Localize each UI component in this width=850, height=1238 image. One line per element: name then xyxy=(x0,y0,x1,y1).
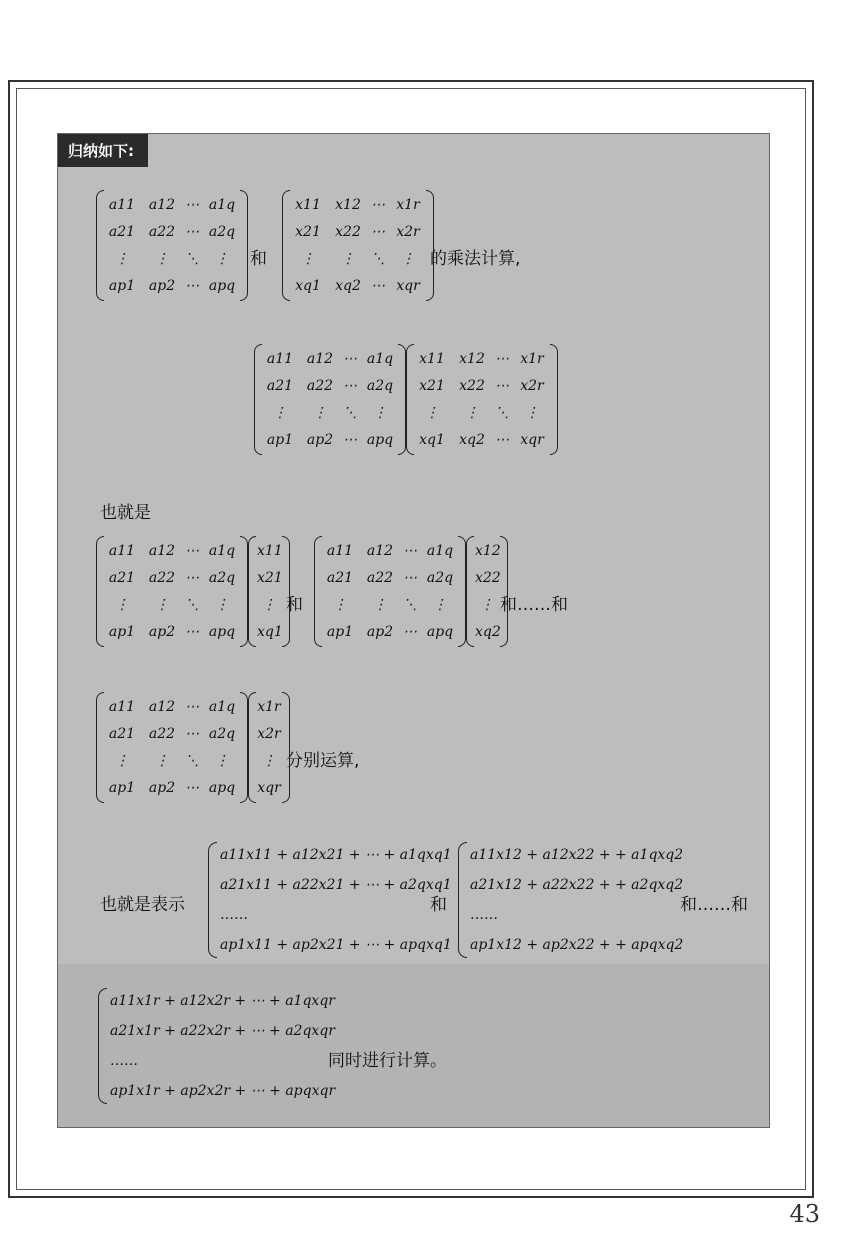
matrix-x-grid xyxy=(406,344,558,455)
equation-line: a21x11 + a22x21 + ⋯ + a2qxq1 xyxy=(220,877,452,893)
matrix-cell: ⋱ xyxy=(185,753,199,769)
matrix-cell: ⋯ xyxy=(495,378,509,394)
text-tongshi: 同时进行计算。 xyxy=(328,1051,447,1071)
equation-system-1 xyxy=(206,840,452,960)
matrix-cell: ⋮ xyxy=(155,753,169,769)
matrix-cell: ⋯ xyxy=(495,351,509,367)
matrix-cell: ⋯ xyxy=(185,570,199,586)
matrix-cell: a2q xyxy=(366,378,394,394)
matrix-cell: a12 xyxy=(148,699,176,715)
vector-cell: x22 xyxy=(475,570,501,586)
matrix-a-col2 xyxy=(314,536,508,647)
equation-line: a11x12 + a12x22 + + a1qxq2 xyxy=(470,847,684,863)
matrix-cell: x2r xyxy=(520,378,544,394)
matrix-cell: ⋮ xyxy=(155,597,169,613)
vector-cell: x21 xyxy=(257,570,283,586)
matrix-cell: x12 xyxy=(335,197,361,213)
matrix-cell: ⋯ xyxy=(343,432,357,448)
matrix-cell: a1q xyxy=(208,197,236,213)
vector-cell: x1r xyxy=(257,699,281,715)
matrix-cell: apq xyxy=(208,278,236,294)
matrix-cell: ⋯ xyxy=(403,543,417,559)
text-yejiushi: 也就是 xyxy=(100,503,151,523)
matrix-cell: ⋯ xyxy=(185,197,199,213)
vector-cell: ⋮ xyxy=(262,753,276,769)
matrix-cell: a11 xyxy=(326,543,354,559)
equation-line: …… xyxy=(470,907,498,923)
matrix-cell: ⋯ xyxy=(185,224,199,240)
matrix-cell: a12 xyxy=(306,351,334,367)
matrix-a-colr xyxy=(96,692,290,803)
matrix-cell: ⋮ xyxy=(433,597,447,613)
matrix-cell: ap2 xyxy=(306,432,334,448)
matrix-cell: a2q xyxy=(208,726,236,742)
matrix-cell: ⋱ xyxy=(185,251,199,267)
matrix-cell: apq xyxy=(366,432,394,448)
matrix-cell: ⋮ xyxy=(341,251,355,267)
matrix-cell: x11 xyxy=(419,351,445,367)
matrix-cell: ⋮ xyxy=(465,405,479,421)
matrix-cell: ⋮ xyxy=(401,251,415,267)
matrix-cell: ⋮ xyxy=(215,753,229,769)
matrix-cell: a1q xyxy=(366,351,394,367)
matrix-cell: ⋮ xyxy=(115,597,129,613)
matrix-cell: xq1 xyxy=(295,278,321,294)
matrix-cell: ⋮ xyxy=(115,251,129,267)
matrix-cell: ⋮ xyxy=(333,597,347,613)
matrix-cell: xqr xyxy=(520,432,544,448)
equation-line: a11x11 + a12x21 + ⋯ + a1qxq1 xyxy=(220,847,452,863)
vector-cell: ⋮ xyxy=(480,597,494,613)
equation-line: ap1x1r + ap2x2r + ⋯ + apqxqr xyxy=(110,1083,336,1099)
matrix-cell: a22 xyxy=(306,378,334,394)
text-he-2: 和 xyxy=(286,595,303,615)
vector-cell: xqr xyxy=(257,780,281,796)
matrix-cell: ⋮ xyxy=(155,251,169,267)
equation-line: a21x12 + a22x22 + + a2qxq2 xyxy=(470,877,684,893)
matrix-cell: ap2 xyxy=(148,780,176,796)
matrix-cell: apq xyxy=(208,624,236,640)
text-multiply-calc: 的乘法计算, xyxy=(430,249,521,269)
matrix-cell: a11 xyxy=(266,351,294,367)
matrix-cell: ⋮ xyxy=(301,251,315,267)
matrix-product xyxy=(254,344,558,455)
matrix-cell: x2r xyxy=(396,224,420,240)
matrix-cell: ⋮ xyxy=(273,405,287,421)
matrix-cell: ⋯ xyxy=(185,278,199,294)
matrix-cell: ap2 xyxy=(148,278,176,294)
matrix-cell: a11 xyxy=(108,699,136,715)
matrix-cell: xq1 xyxy=(419,432,445,448)
equation-system-r xyxy=(96,986,335,1106)
vector-cell: x12 xyxy=(475,543,501,559)
vector-cell: xq1 xyxy=(257,624,283,640)
column-vector-colr xyxy=(248,692,290,803)
equation-line: a11x1r + a12x2r + ⋯ + a1qxqr xyxy=(110,993,335,1009)
matrix-cell: xq2 xyxy=(459,432,485,448)
matrix-a-1 xyxy=(96,190,248,301)
matrix-cell: x1r xyxy=(396,197,420,213)
matrix-cell: ⋱ xyxy=(343,405,357,421)
matrix-cell: ⋱ xyxy=(185,597,199,613)
matrix-cell: ⋯ xyxy=(185,780,199,796)
matrix-cell: a22 xyxy=(366,570,394,586)
matrix-cell: ⋯ xyxy=(185,726,199,742)
matrix-cell: ⋯ xyxy=(371,224,385,240)
matrix-cell: ⋮ xyxy=(115,753,129,769)
text-he-dots-he-2: 和……和 xyxy=(680,895,748,915)
matrix-a-grid xyxy=(96,536,248,647)
text-he-3: 和 xyxy=(430,895,447,915)
matrix-x-grid xyxy=(282,190,434,301)
page-number: 43 xyxy=(789,1200,820,1228)
matrix-cell: ap2 xyxy=(366,624,394,640)
equation-line: …… xyxy=(220,907,248,923)
text-he-dots-he: 和……和 xyxy=(500,595,568,615)
equation-system-2 xyxy=(456,840,683,960)
matrix-cell: ap1 xyxy=(326,624,354,640)
summary-panel xyxy=(57,133,770,1128)
matrix-cell: ap1 xyxy=(108,624,136,640)
matrix-cell: x21 xyxy=(295,224,321,240)
matrix-cell: a1q xyxy=(208,699,236,715)
matrix-cell: apq xyxy=(208,780,236,796)
matrix-cell: xq2 xyxy=(335,278,361,294)
matrix-cell: ap1 xyxy=(266,432,294,448)
matrix-a-grid xyxy=(314,536,466,647)
matrix-cell: a2q xyxy=(426,570,454,586)
matrix-a-col1 xyxy=(96,536,290,647)
matrix-cell: a22 xyxy=(148,224,176,240)
matrix-cell: x22 xyxy=(459,378,485,394)
matrix-cell: ⋮ xyxy=(215,251,229,267)
equation-line: …… xyxy=(110,1053,138,1069)
matrix-cell: x11 xyxy=(295,197,321,213)
matrix-cell: ⋯ xyxy=(343,351,357,367)
matrix-x-1 xyxy=(282,190,434,301)
vector-cell: ⋮ xyxy=(262,597,276,613)
equation-line: a21x1r + a22x2r + ⋯ + a2qxqr xyxy=(110,1023,335,1039)
matrix-cell: ⋯ xyxy=(371,278,385,294)
matrix-cell: x22 xyxy=(335,224,361,240)
matrix-cell: x1r xyxy=(520,351,544,367)
matrix-cell: a21 xyxy=(326,570,354,586)
matrix-cell: ⋮ xyxy=(373,597,387,613)
matrix-cell: ⋯ xyxy=(343,378,357,394)
vector-cell: x11 xyxy=(257,543,283,559)
vector-cell: xq2 xyxy=(475,624,501,640)
matrix-cell: a21 xyxy=(108,224,136,240)
matrix-a-grid xyxy=(96,692,248,803)
matrix-cell: ⋮ xyxy=(525,405,539,421)
equation-line: ap1x11 + ap2x21 + ⋯ + apqxq1 xyxy=(220,937,452,953)
matrix-cell: ⋯ xyxy=(403,624,417,640)
panel-heading: 归纳如下: xyxy=(58,134,148,167)
matrix-a-grid xyxy=(96,190,248,301)
matrix-cell: ⋱ xyxy=(495,405,509,421)
matrix-cell: a22 xyxy=(148,570,176,586)
matrix-cell: a2q xyxy=(208,224,236,240)
matrix-cell: a2q xyxy=(208,570,236,586)
matrix-cell: a21 xyxy=(266,378,294,394)
matrix-cell: ⋯ xyxy=(185,624,199,640)
matrix-cell: ⋱ xyxy=(371,251,385,267)
matrix-cell: ap2 xyxy=(148,624,176,640)
matrix-cell: ⋯ xyxy=(403,570,417,586)
matrix-cell: xqr xyxy=(396,278,420,294)
equation-line: ap1x12 + ap2x22 + + apqxq2 xyxy=(470,937,684,953)
matrix-cell: ⋯ xyxy=(185,699,199,715)
matrix-cell: a12 xyxy=(366,543,394,559)
matrix-cell: ⋯ xyxy=(495,432,509,448)
matrix-cell: ⋱ xyxy=(403,597,417,613)
text-fenbie: 分别运算, xyxy=(286,751,360,771)
matrix-cell: ⋮ xyxy=(425,405,439,421)
matrix-cell: x21 xyxy=(419,378,445,394)
matrix-cell: ⋮ xyxy=(215,597,229,613)
matrix-cell: ap1 xyxy=(108,278,136,294)
matrix-cell: a22 xyxy=(148,726,176,742)
matrix-cell: a1q xyxy=(208,543,236,559)
matrix-cell: ⋯ xyxy=(371,197,385,213)
matrix-a-grid xyxy=(254,344,406,455)
matrix-cell: a12 xyxy=(148,197,176,213)
matrix-cell: a21 xyxy=(108,570,136,586)
matrix-cell: ⋮ xyxy=(373,405,387,421)
matrix-cell: ⋯ xyxy=(185,543,199,559)
matrix-cell: a1q xyxy=(426,543,454,559)
matrix-cell: a11 xyxy=(108,197,136,213)
matrix-cell: ⋮ xyxy=(313,405,327,421)
text-he-1: 和 xyxy=(250,249,267,269)
vector-cell: x2r xyxy=(257,726,281,742)
matrix-cell: x12 xyxy=(459,351,485,367)
matrix-cell: ap1 xyxy=(108,780,136,796)
matrix-cell: a12 xyxy=(148,543,176,559)
text-biaoshi: 也就是表示 xyxy=(100,895,185,915)
matrix-cell: a11 xyxy=(108,543,136,559)
column-vector-col1 xyxy=(248,536,290,647)
matrix-cell: apq xyxy=(426,624,454,640)
matrix-cell: a21 xyxy=(108,726,136,742)
